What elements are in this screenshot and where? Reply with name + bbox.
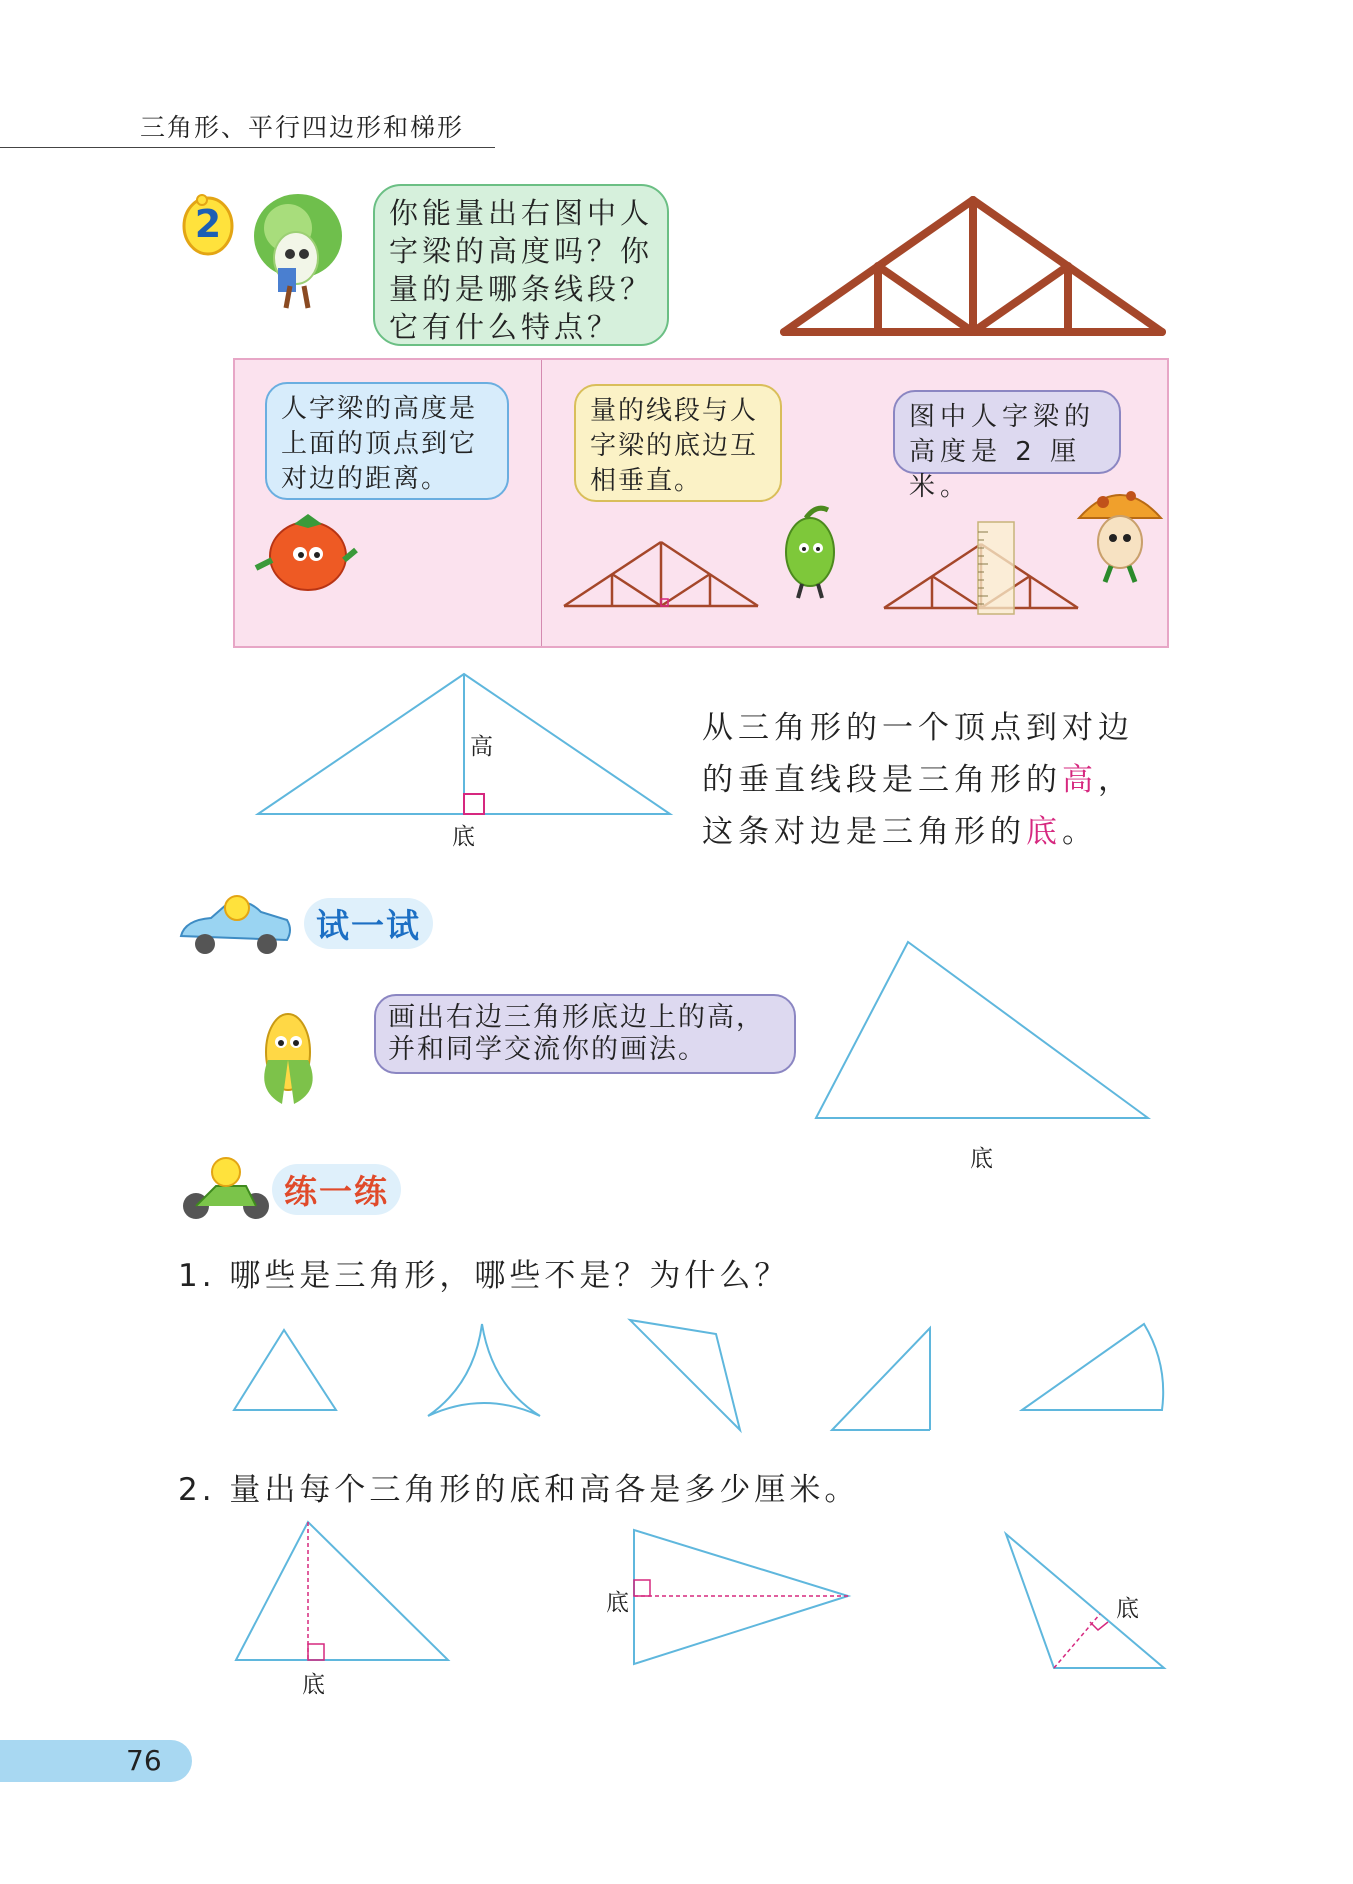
pepper-speech-bubble: [574, 384, 782, 502]
measure-triangle-2: [630, 1526, 852, 1668]
header-rule: [0, 147, 495, 148]
height-label: 高: [470, 734, 493, 760]
definition-punct: ，: [1098, 762, 1134, 798]
try-it-speech-bubble: [374, 994, 796, 1074]
bubble-line: 图中人字梁的: [909, 402, 1096, 432]
mushroom-speech-bubble: [893, 390, 1121, 502]
height-term: 高: [1062, 762, 1098, 798]
height-definition-text: [702, 702, 1134, 858]
practice-title: 练一练: [272, 1164, 401, 1215]
base-label-3: 底: [1116, 1596, 1139, 1622]
bubble-line: 画出右边三角形底边上的高，: [388, 1002, 765, 1033]
example-number-badge: [180, 192, 236, 256]
shape-sector: [1018, 1320, 1166, 1414]
shape-triangle-3: [626, 1316, 744, 1434]
page-number: 76: [126, 1744, 162, 1777]
bubble-line: 上面的顶点到它: [281, 429, 478, 459]
definition-line: [702, 806, 1134, 858]
shape-curved-triangle: [424, 1320, 544, 1420]
bubble-line: 高度是 2 厘米。: [909, 437, 1082, 502]
question-line: 它有什么特点？: [389, 310, 621, 344]
tomato-character-illustration: [250, 510, 360, 598]
chapter-title: 三角形、平行四边形和梯形: [140, 113, 465, 142]
example-number: 2: [194, 202, 222, 246]
base-label: 底: [452, 824, 475, 850]
try-it-triangle: [812, 938, 1152, 1122]
cabbage-character-illustration: [250, 188, 350, 313]
tomato-speech-bubble: [265, 382, 509, 500]
try-it-base-label: 底: [970, 1146, 993, 1172]
question-bubble: [373, 184, 669, 346]
try-it-title: 试一试: [304, 898, 433, 949]
question-line: 你能量出右图中人: [389, 196, 654, 230]
question-line: 量的是哪条线段？: [389, 272, 654, 306]
definition-text: 这条对边是三角形的: [702, 814, 1026, 850]
definition-line: [702, 754, 1134, 806]
base-label-1: 底: [302, 1672, 325, 1698]
base-label-2: 底: [606, 1590, 629, 1616]
measure-triangle-1: [232, 1518, 452, 1664]
shape-open-triangle: [828, 1324, 934, 1434]
bubble-line: 字梁的底边互: [590, 431, 759, 461]
truss-with-right-angle: [562, 538, 760, 610]
base-term: 底: [1026, 814, 1062, 850]
page-number-tab: [0, 1740, 192, 1782]
panel-divider: [541, 360, 542, 646]
definition-line: 从三角形的一个顶点到对边: [702, 710, 1134, 746]
roof-truss-diagram: [778, 192, 1168, 340]
definition-text: 的垂直线段是三角形的: [702, 762, 1062, 798]
definition-triangle: [254, 670, 674, 818]
bubble-line: 并和同学交流你的画法。: [388, 1034, 707, 1065]
bubble-line: 量的线段与人: [590, 396, 759, 426]
question-1: 1. 哪些是三角形，哪些不是？为什么？: [178, 1258, 790, 1294]
bubble-line: 人字梁的高度是: [281, 394, 478, 424]
question-2: 2. 量出每个三角形的底和高各是多少厘米。: [178, 1472, 860, 1508]
bubble-line: 相垂直。: [590, 466, 703, 496]
corn-character-illustration: [248, 1000, 330, 1112]
motorbike-icon: [176, 1152, 276, 1224]
mushroom-character-illustration: [1075, 478, 1165, 586]
car-icon: [175, 890, 295, 960]
measure-triangle-3: [1002, 1530, 1168, 1672]
pepper-character-illustration: [776, 500, 846, 600]
truss-with-ruler: [882, 520, 1080, 616]
definition-punct: 。: [1062, 814, 1098, 850]
question-line: 字梁的高度吗？你: [389, 234, 654, 268]
bubble-line: 对边的距离。: [281, 464, 450, 494]
shape-triangle-1: [230, 1326, 340, 1414]
